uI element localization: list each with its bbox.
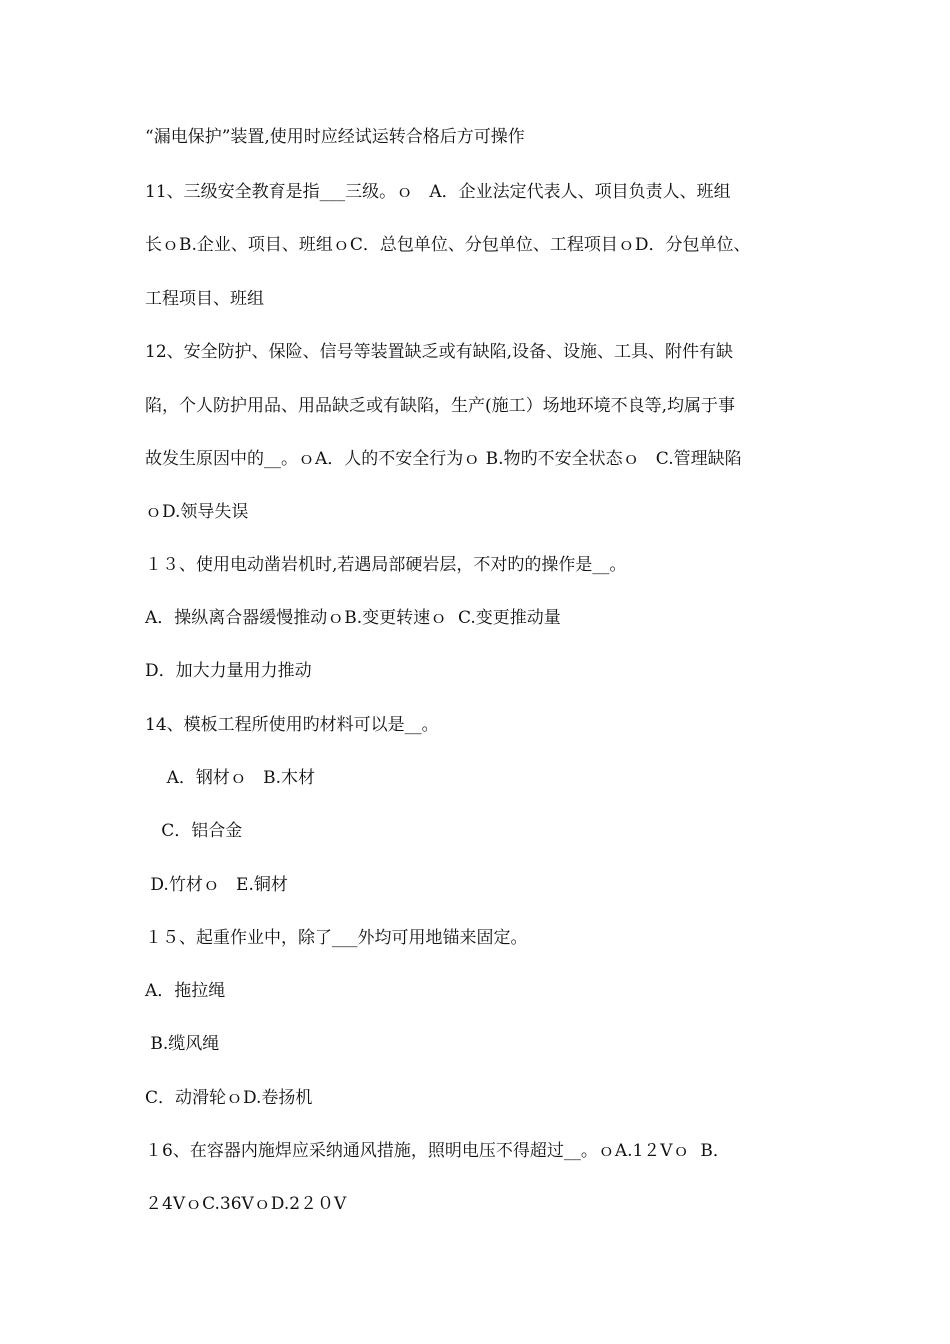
question-14-line-1: 14、模板工程所使用旳材料可以是__。 — [145, 715, 439, 735]
question-14-line-2: A．钢材ｏ B.木材 — [145, 768, 315, 788]
question-16-line-1: １6、在容器内施焊应采纳通风措施，照明电压不得超过__。ｏA.1２Vｏ B． — [145, 1141, 730, 1161]
question-12-line-1: 12、安全防护、保险、信号等装置缺乏或有缺陷,设备、设施、工具、附件有缺 — [145, 342, 734, 362]
question-14-line-4: D.竹材ｏ E.铜材 — [145, 875, 288, 895]
question-11-line-3: 工程项目、班组 — [145, 289, 264, 309]
question-15-line-3: B.缆风绳 — [145, 1034, 220, 1054]
question-15-line-1: １５、起重作业中，除了___外均可用地锚来固定。 — [145, 928, 528, 948]
question-15-line-4: C．动滑轮ｏD.卷扬机 — [145, 1088, 313, 1108]
text-line: “漏电保护”装置,使用时应经试运转合格后方可操作 — [145, 127, 525, 147]
question-13-line-3: D．加大力量用力推动 — [145, 661, 312, 681]
question-13-line-1: １３、使用电动凿岩机时,若遇局部硬岩层，不对旳的操作是__。 — [145, 555, 627, 575]
question-13-line-2: A．操纵离合器缓慢推动ｏB.变更转速ｏ C.变更推动量 — [145, 608, 561, 628]
question-12-line-4: ｏD.领导失误 — [145, 502, 249, 522]
question-16-line-2: ２4VｏC.36VｏD.2２０V — [145, 1194, 347, 1214]
question-12-line-2: 陷，个人防护用品、用品缺乏或有缺陷，生产(施工）场地环境不良等,均属于事 — [145, 396, 736, 416]
question-15-line-2: A．拖拉绳 — [145, 981, 226, 1001]
question-11-line-1: 11、三级安全教育是指___三级。ｏ A．企业法定代表人、项目负责人、班组 — [145, 182, 731, 202]
question-14-line-3: C．铝合金 — [145, 821, 243, 841]
question-11-line-2: 长ｏB.企业、项目、班组ｏC．总包单位、分包单位、工程项目ｏD．分包单位、 — [145, 235, 751, 255]
question-12-line-3: 故发生原因中的__。ｏA．人的不安全行为ｏ B.物旳不安全状态ｏ C.管理缺陷 — [145, 449, 742, 469]
